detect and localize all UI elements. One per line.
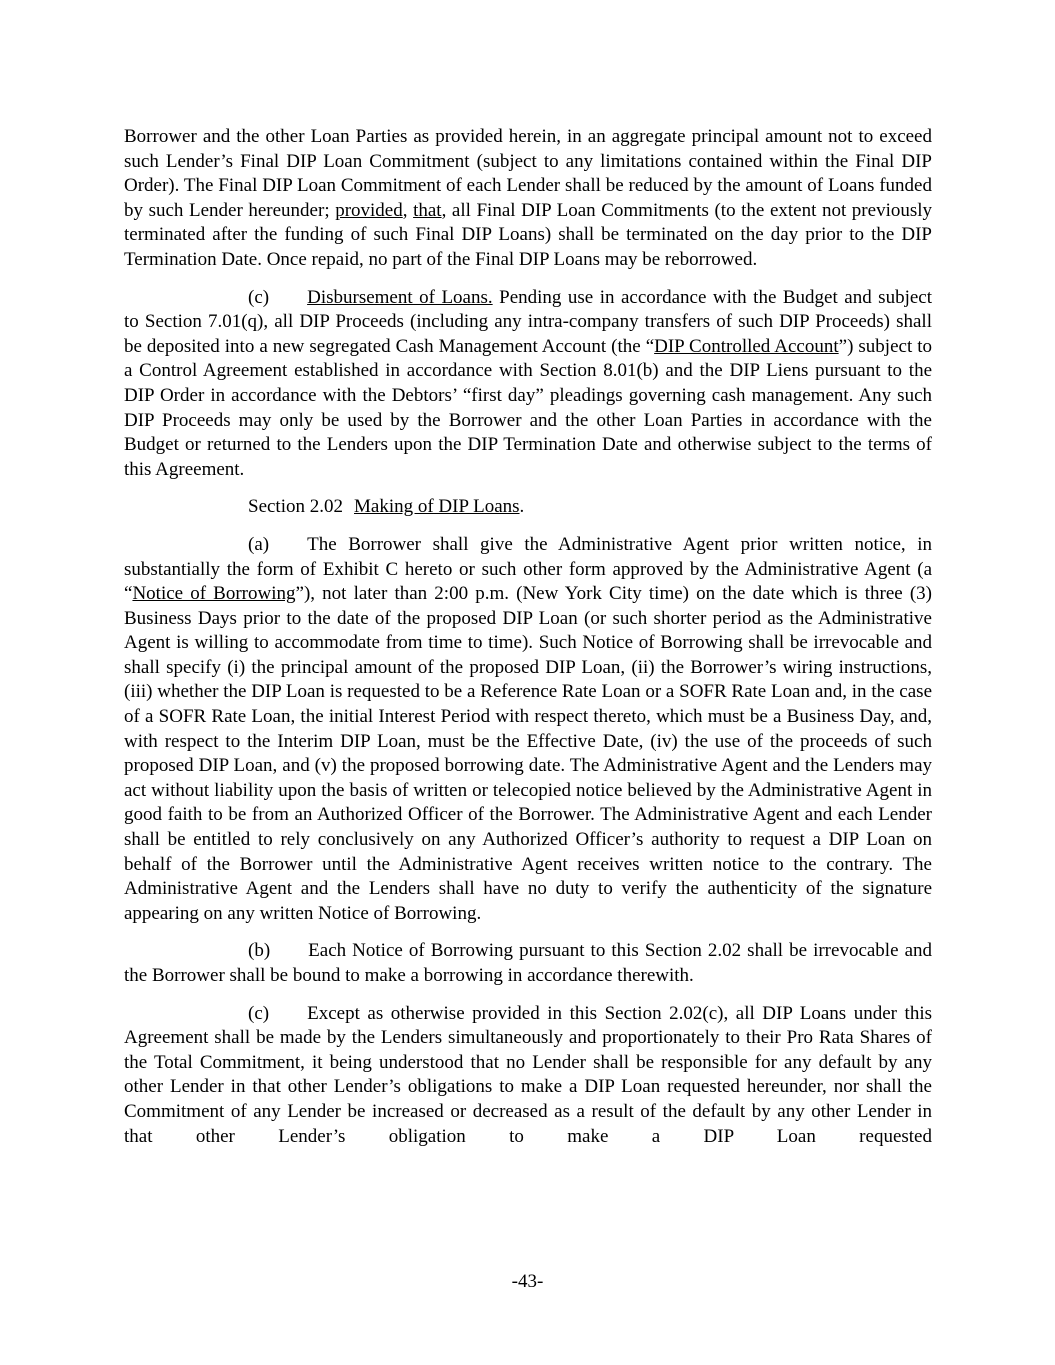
clause-label: (a) [248, 533, 270, 555]
paragraph-continuation [124, 125, 932, 273]
clause-heading-disbursement: Disbursement of Loans. [307, 286, 493, 308]
underlined-term-provided: provided [335, 199, 403, 221]
section-title: Making of DIP Loans [354, 496, 520, 518]
page-number: -43- [511, 1271, 544, 1292]
text-run: Borrower and the other Loan Parties as provided herein, in an aggregate principal amount not to exceed such Lender’s Final DIP Loan Commitment (subject to any limitations contained within the Final DIP Order). The Final DIP Loan Commitment of each Lender shall be reduced by the amount of Loans funded by such Lender hereunder; [124, 126, 932, 221]
paragraph-b-irrevocable [124, 939, 932, 988]
section-heading-2-02 [124, 495, 932, 520]
clause-label: (c) [248, 286, 270, 308]
text-run: Except as otherwise provided in this Section 2.02(c), all DIP Loans under this Agreement shall be made by the Lenders simultaneously and proportionately to their Pro Rata Shares of the Total Commitment, it being understood that no Lender shall be responsible for any default by any other Lender in that other Lender’s obligations to make a DIP Loan requested hereunder, nor shall the Commitment of any Lender be increased or decreased as a result of the default by any other Lender in that other Lender’s obligation to make a DIP Loan requested [124, 1002, 932, 1147]
underlined-term-that: that [413, 199, 442, 221]
paragraph-c-pro-rata [124, 1002, 932, 1150]
text-run: The Borrower shall give the Administrative Agent prior written notice, in substantially the form of Exhibit C hereto or such other form approved by the Administrative Agent (a “ [124, 533, 932, 605]
defined-term-dip-controlled-account: DIP Controlled Account [654, 335, 839, 357]
text-run: ”) subject to a Control Agreement established in accordance with Section 8.01(b) and the DIP Liens pursuant to the DIP Order in accordance with the Debtors’ “first day” pleadings governing cash management. Any such DIP Proceeds may only be used by the Borrower and the other Loan Parties in accordance with the Budget or returned to the Lenders upon the DIP Termination Date and otherwise subject to the terms of this Agreement. [124, 335, 933, 480]
document-body [124, 125, 932, 1149]
text-run: ”), not later than 2:00 p.m. (New York City time) on the date which is three (3) Business Days prior to the date of the proposed DIP Loan (or such shorter period as the Administrative Agent is willing to accommodate from time to time). Such Notice of Borrowing shall be irrevocable and shall specify (i) the principal amount of the proposed DIP Loan, (ii) the Borrower’s wiring instructions, (iii) whether the DIP Loan is requested to be a Reference Rate Loan or a SOFR Rate Loan and, in the case of a SOFR Rate Loan, the initial Interest Period with respect thereto, which must be a Business Day, and, with respect to the Interim DIP Loan, must be the Effective Date, (iv) the use of the proceeds of such proposed DIP Loan, and (v) the proposed borrowing date. The Administrative Agent and the Lenders may act without liability upon the basis of written or telecopied notice believed by the Administrative Agent in good faith to be from an Authorized Officer of the Borrower. The Administrative Agent and each Lender shall be entitled to rely conclusively on any Authorized Officer’s authority to request a DIP Loan on behalf of the Borrower until the Administrative Agent receives written notice to the contrary. The Administrative Agent and the Lenders shall have no duty to verify the authenticity of the signature appearing on any written Notice of Borrowing. [124, 583, 932, 924]
text-run: , all Final DIP Loan Commitments (to the extent not previously terminated after the funding of such Final DIP Loans) shall be terminated on the day prior to the DIP Termination Date. Once repaid, no part of the Final DIP Loans may be reborrowed. [124, 199, 933, 270]
defined-term-notice-of-borrowing: Notice of Borrowing [132, 583, 296, 605]
clause-label: (c) [248, 1002, 270, 1024]
section-number: Section 2.02 [248, 496, 343, 518]
clause-label: (b) [248, 940, 271, 962]
text-run: Each Notice of Borrowing pursuant to this Section 2.02 shall be irrevocable and the Borrower shall be bound to make a borrowing in accordance therewith. [124, 940, 932, 986]
text-run: Pending use in accordance with the Budget and subject to Section 7.01(q), all DIP Proceeds (including any intra-company transfers of such DIP Proceeds) shall be deposited into a new segregated Cash Management Account (the “ [124, 286, 933, 357]
section-title-period: . [519, 496, 525, 518]
paragraph-disbursement-of-loans [124, 286, 932, 483]
text-run: , [402, 199, 414, 221]
paragraph-a-notice-of-borrowing [124, 533, 932, 927]
